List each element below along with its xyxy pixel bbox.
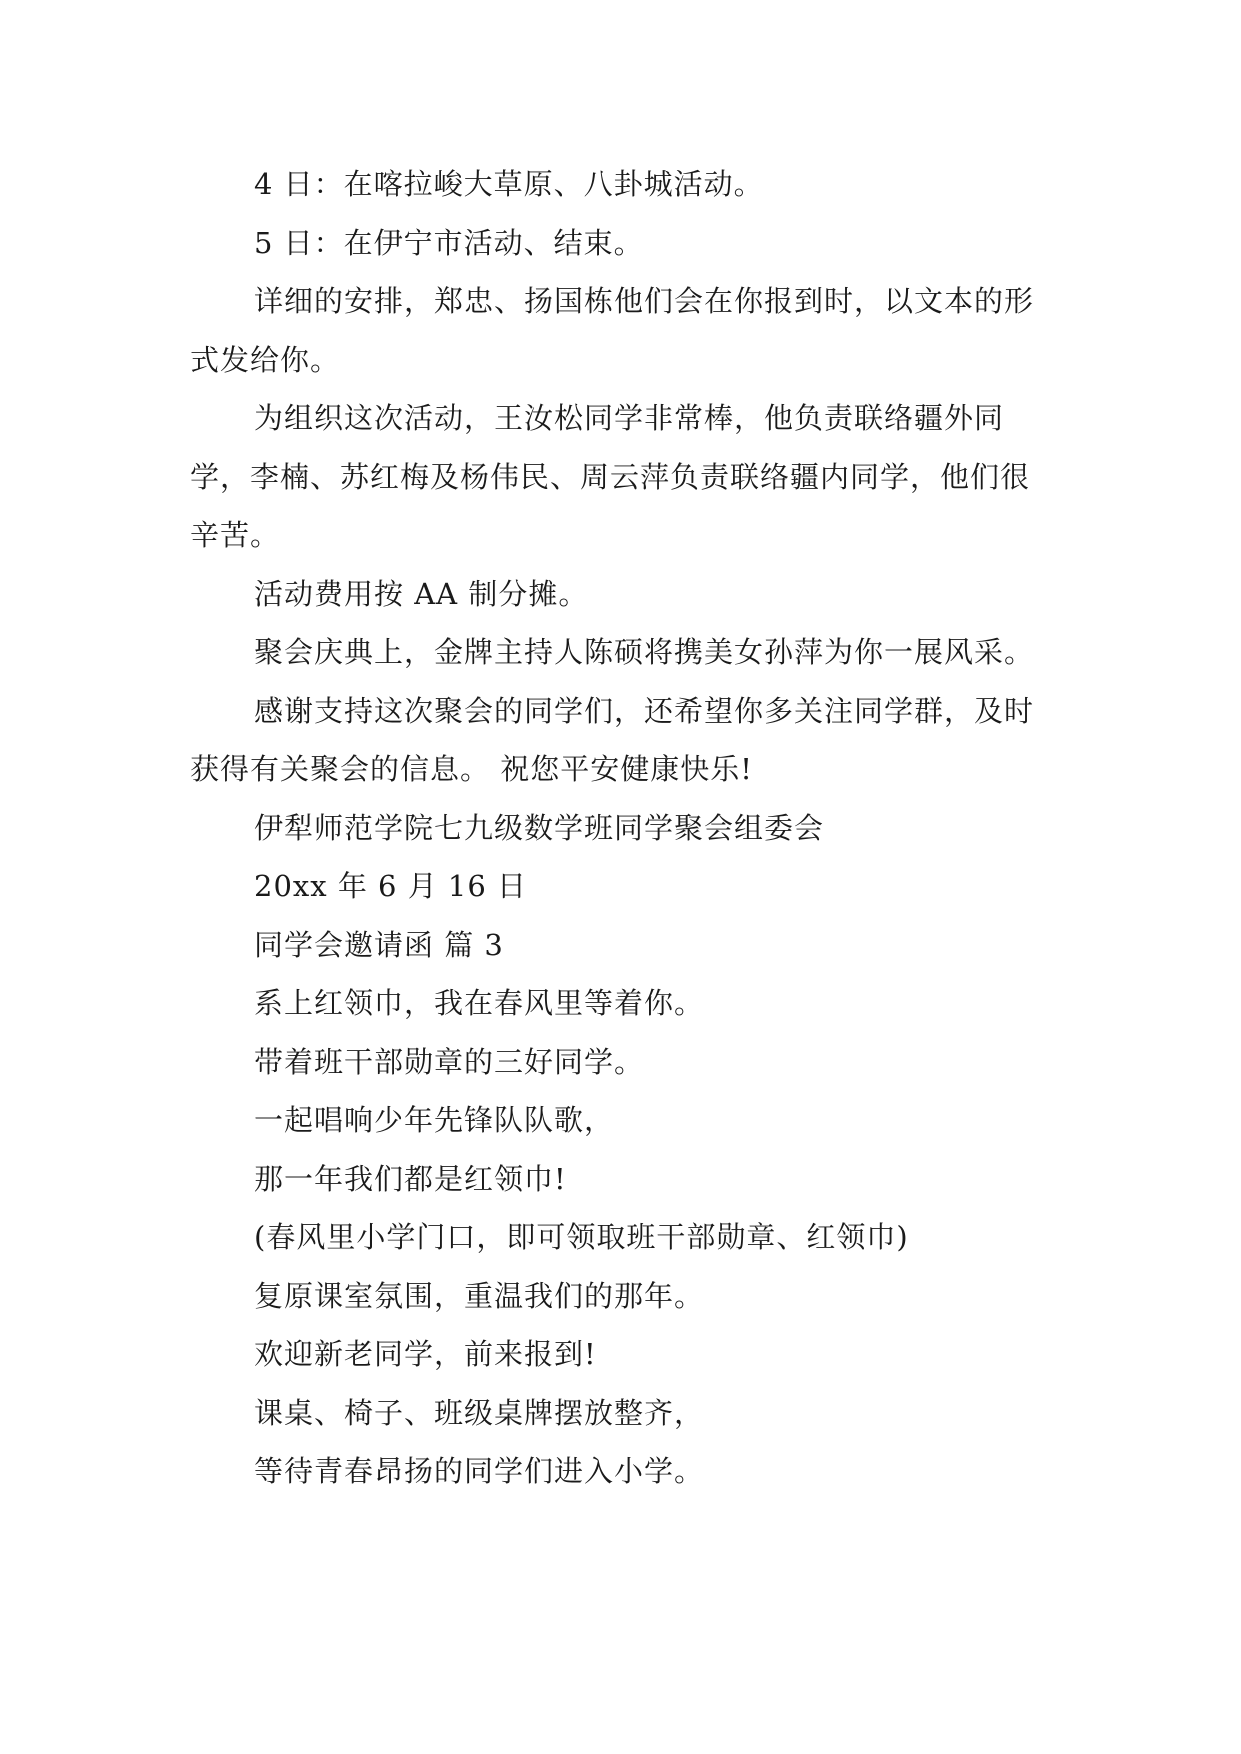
section-heading: 同学会邀请函 篇 3	[254, 927, 504, 962]
paragraph-line: 课桌、椅子、班级桌牌摆放整齐，	[254, 1395, 705, 1430]
paragraph-line: 等待青春昂扬的同学们进入小学。	[254, 1454, 705, 1488]
paragraph-line: 那一年我们都是红领巾!	[254, 1161, 567, 1196]
signature-committee: 伊犁师范学院七九级数学班同学聚会组委会	[254, 810, 825, 845]
paragraph-fees: 活动费用按 AA 制分摊。	[254, 576, 589, 611]
paragraph-day4: 4 日：在喀拉峻大草原、八卦城活动。	[254, 167, 764, 201]
signature-date: 20xx 年 6 月 16 日	[254, 869, 528, 903]
paragraph-day5: 5 日：在伊宁市活动、结束。	[254, 225, 644, 260]
paragraph-arrangement: 详细的安排，郑忠、扬国栋他们会在你报到时，以文本的形式发给你。	[190, 284, 1035, 377]
paragraph-ceremony: 聚会庆典上，金牌主持人陈硕将携美女孙萍为你一展风采。	[254, 635, 1035, 669]
paragraph-line: 系上红领巾，我在春风里等着你。	[254, 986, 705, 1020]
paragraph-line: 复原课室氛围，重温我们的那年。	[254, 1278, 705, 1313]
paragraph-organizers: 为组织这次活动，王汝松同学非常棒，他负责联络疆外同学，李楠、苏红梅及杨伟民、周云萍负责联络疆内同学，他们很辛苦。	[190, 401, 1031, 552]
paragraph-line: 欢迎新老同学，前来报到!	[254, 1337, 597, 1371]
document-body	[190, 155, 1050, 1501]
paragraph-line: 一起唱响少年先锋队队歌，	[254, 1103, 615, 1137]
paragraph-thanks: 感谢支持这次聚会的同学们，还希望你多关注同学群，及时获得有关聚会的信息。 祝您平安健康快乐!	[190, 693, 1035, 786]
paragraph-line: (春风里小学门口，即可领取班干部勋章、红领巾)	[254, 1220, 909, 1254]
paragraph-line: 带着班干部勋章的三好同学。	[254, 1044, 645, 1079]
